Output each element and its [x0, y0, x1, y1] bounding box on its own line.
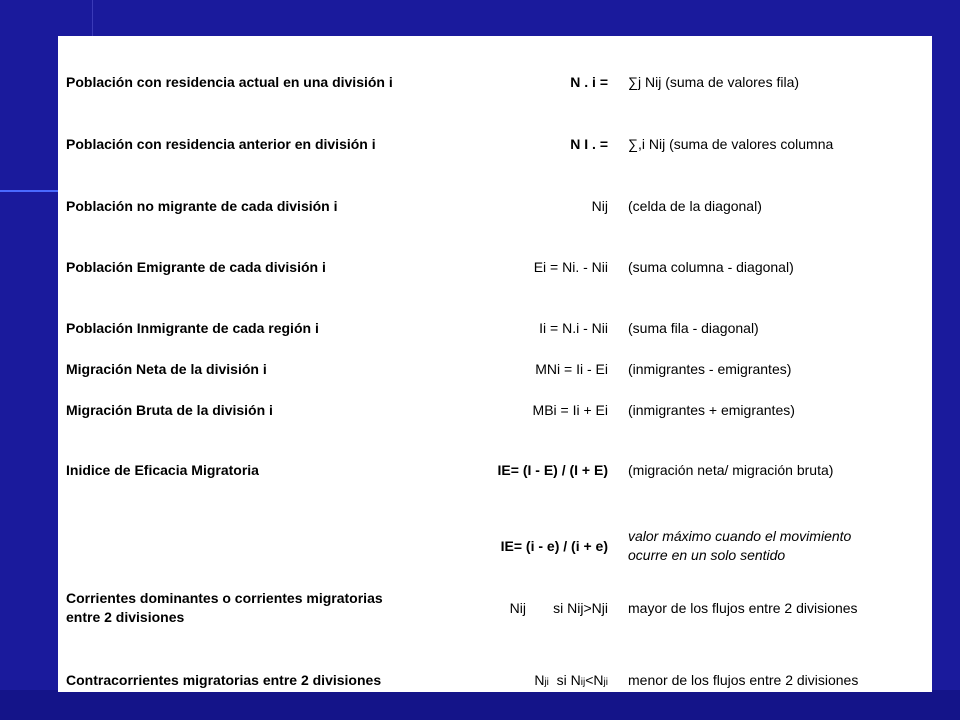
formula-subscript: ij	[580, 677, 586, 688]
table-row	[58, 243, 932, 291]
table-row	[58, 522, 932, 570]
row-label: Contracorrientes migratorias entre 2 divisiones	[66, 671, 382, 688]
row-description: menor de los flujos entre 2 divisiones	[628, 671, 859, 688]
row-label: Población no migrante de cada división i	[66, 197, 338, 214]
row-label: Migración Neta de la división i	[66, 360, 267, 377]
row-description: (inmigrantes - emigrantes)	[628, 360, 792, 377]
row-description: (celda de la diagonal)	[628, 197, 762, 214]
decorative-horizontal-line	[0, 190, 60, 192]
row-label	[66, 522, 466, 570]
row-description-line: ocurre en un solo sentido	[628, 547, 786, 563]
row-formula: IE= (I - E) / (I + E)	[497, 462, 608, 478]
formula-part: N	[534, 672, 545, 688]
row-formula: N I . =	[570, 136, 608, 152]
row-label: Población Inmigrante de cada región i	[66, 319, 319, 336]
table-row	[58, 584, 932, 632]
table-row	[58, 120, 932, 168]
content-panel	[58, 36, 932, 692]
row-description: (suma fila - diagonal)	[628, 319, 759, 336]
row-label: Población Emigrante de cada división i	[66, 258, 326, 275]
formula-part: si N	[548, 672, 581, 688]
table-row	[58, 656, 932, 704]
row-description: (inmigrantes + emigrantes)	[628, 401, 795, 418]
row-formula: N . i =	[570, 74, 608, 90]
row-description: (migración neta/ migración bruta)	[628, 461, 834, 478]
table-row	[58, 182, 932, 230]
row-label: Migración Bruta de la división i	[66, 401, 273, 418]
formula-subscript: ji	[603, 677, 608, 688]
formula-subscript: ji	[544, 677, 549, 688]
formula-part: <N	[585, 672, 604, 688]
row-description: ∑,i Nij (suma de valores columna	[628, 135, 834, 152]
row-formula	[466, 656, 608, 704]
row-label: Inidice de Eficacia Migratoria	[66, 461, 259, 478]
table-row	[58, 58, 932, 106]
table-row	[58, 386, 932, 434]
row-description: (suma columna - diagonal)	[628, 258, 794, 275]
row-label	[66, 584, 466, 632]
row-description-line: valor máximo cuando el movimiento	[628, 528, 852, 544]
row-formula: MNi = Ii - Ei	[535, 361, 608, 377]
row-formula: IE= (i - e) / (i + e)	[500, 538, 608, 554]
row-label: Población con residencia anterior en división i	[66, 135, 376, 152]
row-formula: Ii = N.i - Nii	[539, 320, 608, 336]
row-formula: Ei = Ni. - Nii	[533, 259, 608, 275]
row-formula: Nij si Nij>Nji	[509, 600, 608, 616]
row-description: ∑j Nij (suma de valores fila)	[628, 73, 800, 90]
table-row	[58, 446, 932, 494]
row-label-line: Corrientes dominantes o corrientes migratorias	[66, 590, 383, 606]
row-description	[628, 522, 928, 570]
row-formula: Nij	[591, 198, 608, 214]
row-formula: MBi = Ii + Ei	[532, 402, 608, 418]
row-description: mayor de los flujos entre 2 divisiones	[628, 599, 858, 616]
row-label: Población con residencia actual en una división i	[66, 73, 393, 90]
row-label-line: entre 2 divisiones	[66, 609, 185, 625]
